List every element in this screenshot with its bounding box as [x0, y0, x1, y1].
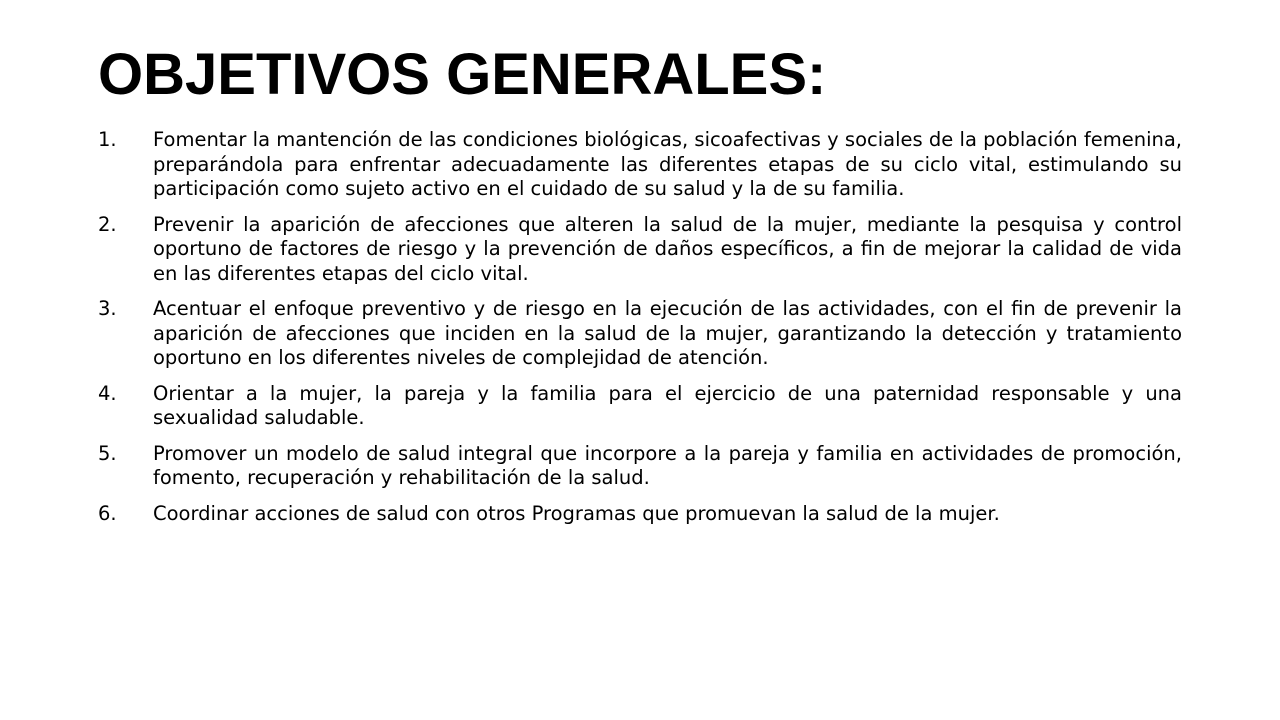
- objective-item: [98, 382, 1182, 431]
- objective-text: Prevenir la aparición de afecciones que alteren la salud de la mujer, mediante la pesquisa y control oportuno de factores de riesgo y la prevención de daños específicos, a fin de mejorar la calidad de vida en las diferentes etapas del ciclo vital.: [153, 212, 1182, 285]
- objective-item: [98, 502, 1182, 527]
- objective-text: Acentuar el enfoque preventivo y de riesgo en la ejecución de las actividades, con el fin de prevenir la aparición de afecciones que inciden en la salud de la mujer, garantizando la detección y tratamiento oportuno en los diferentes niveles de complejidad de atención.: [153, 297, 1182, 369]
- objective-number: 6.: [98, 501, 117, 525]
- objective-text: Promover un modelo de salud integral que incorpore a la pareja y familia en actividades de promoción, fomento, recuperación y rehabilitación de la salud.: [153, 441, 1182, 489]
- objective-item: [98, 128, 1182, 202]
- objective-text: Orientar a la mujer, la pareja y la familia para el ejercicio de una paternidad responsable y una sexualidad saludable.: [153, 381, 1182, 429]
- objectives-list: [98, 128, 1182, 537]
- objective-number: 1.: [98, 128, 117, 151]
- objective-number: 4.: [98, 381, 117, 405]
- objective-text: Fomentar la mantención de las condiciones biológicas, sicoafectivas y sociales de la población femenina, preparándola para enfrentar adecuadamente las diferentes etapas de su ciclo vital, estimulando su participación como sujeto activo en el cuidado de su salud y la de su familia.: [153, 128, 1182, 200]
- objective-item: [98, 297, 1182, 371]
- slide-title: OBJETIVOS GENERALES:: [98, 42, 827, 107]
- objective-item: [98, 442, 1182, 491]
- objective-number: 3.: [98, 297, 117, 320]
- objective-number: 2.: [98, 212, 117, 236]
- objective-text: Coordinar acciones de salud con otros Programas que promuevan la salud de la mujer.: [153, 501, 1000, 525]
- objective-item: [98, 213, 1182, 287]
- objective-number: 5.: [98, 441, 117, 465]
